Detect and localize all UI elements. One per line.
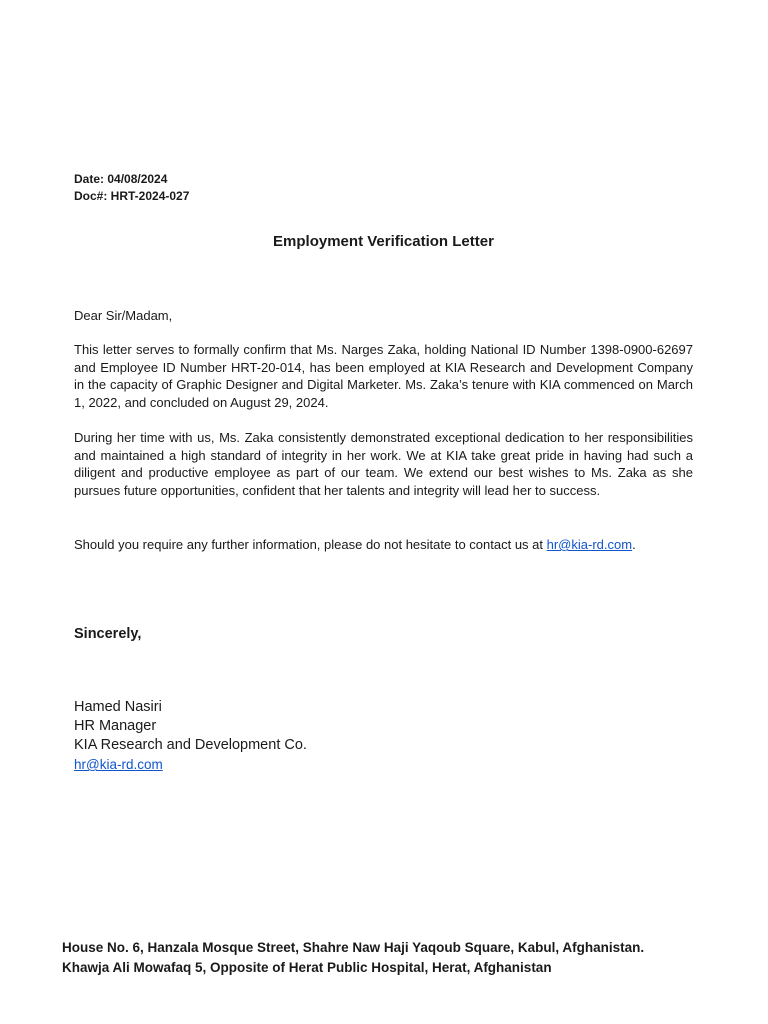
signature-block: [74, 698, 307, 774]
signatory-email-link[interactable]: hr@kia-rd.com: [74, 757, 163, 772]
closing: Sincerely,: [74, 626, 142, 642]
document-meta: [74, 171, 189, 205]
salutation: Dear Sir/Madam,: [74, 308, 173, 323]
contact-email-link[interactable]: hr@kia-rd.com: [546, 537, 633, 552]
paragraph-contact: [74, 536, 693, 554]
signatory-company: KIA Research and Development Co.: [74, 737, 307, 753]
signatory-name: Hamed Nasiri: [74, 699, 162, 715]
footer-address-herat: Khawja Ali Mowafaq 5, Opposite of Herat Public Hospital, Herat, Afghanistan: [62, 960, 552, 975]
letter-title: Employment Verification Letter: [273, 233, 494, 250]
signatory-position: HR Manager: [74, 718, 157, 734]
date-line: Date: 04/08/2024: [74, 172, 168, 186]
paragraph-performance: During her time with us, Ms. Zaka consistently demonstrated exceptional dedication to her responsibilities and maintained a high standard of integrity in her work. We at KIA take great pride in having had such a diligent and productive employee as part of our team. We extend our best wishes to Ms. Zaka as she pursues future opportunities, confident that her talents and integrity will lead her to success.: [74, 430, 693, 498]
paragraph-confirmation: This letter serves to formally confirm that Ms. Narges Zaka, holding National ID Number 1398-0900-62697 and Employee ID Number HRT-20-014, has been employed at KIA Research and Development Company in the capacity of Graphic Designer and Digital Marketer. Ms. Zaka’s tenure with KIA commenced on March 1, 2022, and concluded on August 29, 2024.: [74, 342, 693, 410]
doc-number-line: Doc#: HRT-2024-027: [74, 189, 190, 203]
contact-text: Should you require any further information, please do not hesitate to contact us at: [74, 537, 547, 552]
footer-address-kabul: House No. 6, Hanzala Mosque Street, Shahre Naw Haji Yaqoub Square, Kabul, Afghanistan.: [62, 940, 645, 955]
contact-period: .: [632, 537, 636, 552]
footer-addresses: [62, 938, 644, 978]
